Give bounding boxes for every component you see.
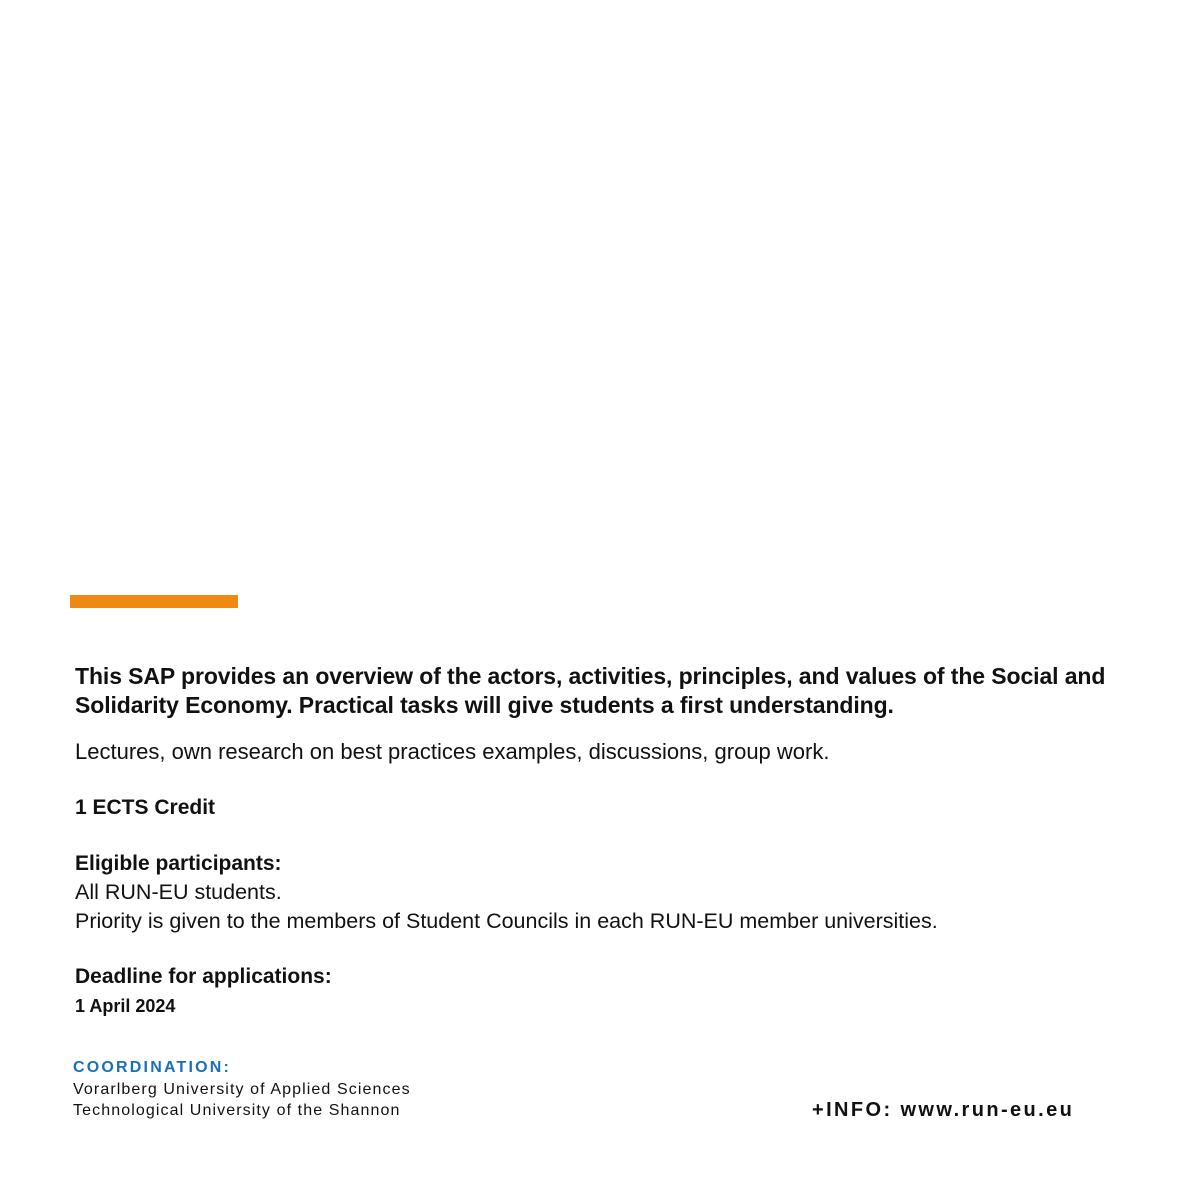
eligibility-line-priority: Priority is given to the members of Student Councils in each RUN-EU member universities.: [75, 909, 938, 933]
deadline-section: [75, 962, 332, 1021]
coordination-org-vorarlberg: Vorarlberg University of Applied Sciences: [73, 1081, 411, 1098]
accent-bar: [70, 595, 238, 608]
coordination-org-shannon: Technological University of the Shannon: [73, 1102, 401, 1119]
coordination-section: [73, 1057, 411, 1121]
deadline-date: 1 April 2024: [75, 996, 176, 1016]
teaching-methods: Lectures, own research on best practices examples, discussions, group work.: [75, 739, 830, 764]
coordination-label: COORDINATION:: [73, 1059, 232, 1076]
course-summary-headline: This SAP provides an overview of the actors, activities, principles, and values of the Social and Solidarity Economy. Practical tasks will give students a first understanding.: [75, 663, 1106, 718]
eligibility-label: Eligible participants:: [75, 852, 282, 875]
eligibility-line-all-students: All RUN-EU students.: [75, 880, 282, 904]
ects-credit: 1 ECTS Credit: [75, 796, 216, 819]
deadline-label: Deadline for applications:: [75, 965, 332, 988]
info-website: +INFO: www.run-eu.eu: [812, 1099, 1075, 1121]
eligibility-section: [75, 849, 938, 936]
